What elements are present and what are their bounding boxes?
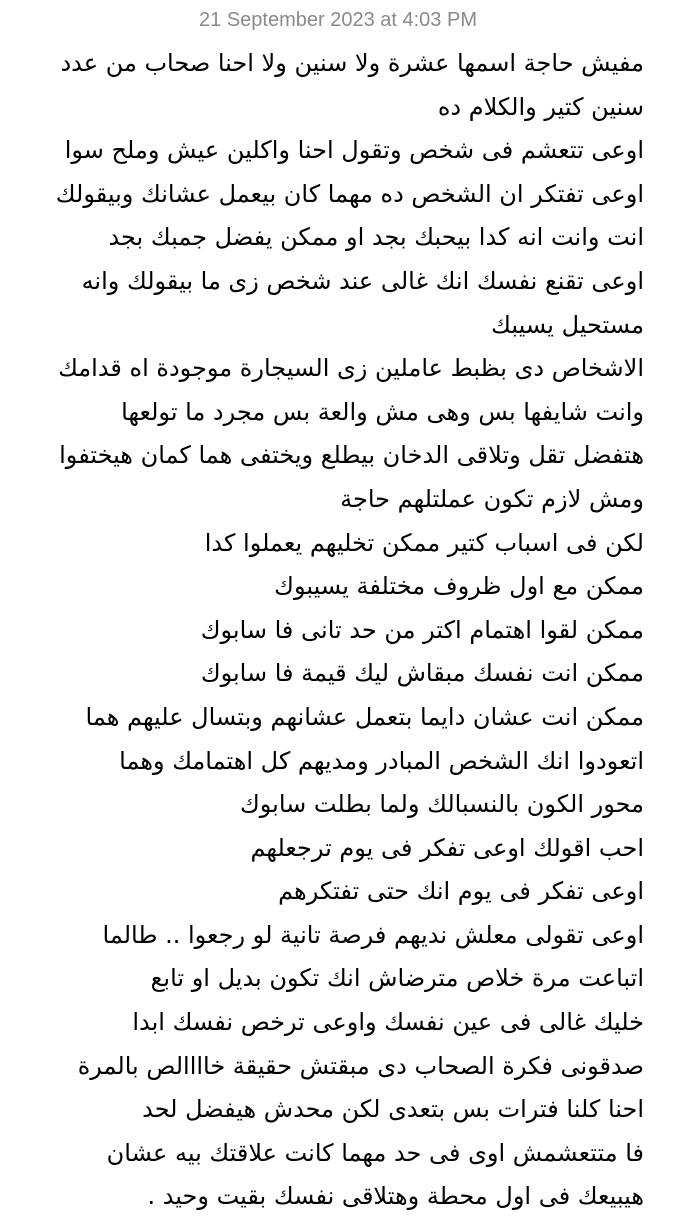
note-line: اوعى تفتكر ان الشخص ده مهما كان بيعمل عشانك وبيقولك — [55, 179, 644, 208]
note-line: سنين كتير والكلام ده — [437, 92, 644, 121]
note-line: ممكن انت عشان دايما بتعمل عشانهم وبتسال عليهم هما — [85, 702, 644, 731]
note-line: لكن فى اسباب كتير ممكن تخليهم يعملوا كدا — [204, 528, 644, 557]
note-line: خليك غالى فى عين نفسك واوعى ترخص نفسك ابدا — [132, 1008, 644, 1037]
note-line: ممكن مع اول ظروف مختلفة يسيبوك — [274, 572, 644, 601]
note-line: اوعى تفكر فى يوم انك حتى تفتكرهم — [278, 877, 644, 906]
note-line: هيبيعك فى اول محطة وهتلاقى نفسك بقيت وحيد . — [147, 1182, 644, 1211]
note-line: اوعى تقولى معلش نديهم فرصة تانية لو رجعوا .. طالما — [102, 920, 644, 949]
note-line: انت وانت انه كدا بيحبك بجد او ممكن يفضل جمبك بجد — [108, 223, 644, 252]
note-line: اوعى تتعشم فى شخص وتقول احنا واكلين عيش وملح سوا — [64, 136, 644, 165]
note-line: مفيش حاجة اسمها عشرة ولا سنين ولا احنا صحاب من عدد — [60, 49, 644, 77]
note-line: فا متتعشمش اوى فى حد مهما كانت علاقتك بيه عشان — [106, 1138, 644, 1167]
note-line: ممكن لقوا اهتمام اكتر من حد تانى فا سابوك — [200, 615, 644, 644]
note-line: ومش لازم تكون عملتلهم حاجة — [340, 484, 644, 513]
note-line: احنا كلنا فترات بس بتعدى لكن محدش هيفضل لحد — [142, 1095, 644, 1124]
note-line: هتفضل تقل وتلاقى الدخان بيطلع ويختفى هما كمان هيختفوا — [59, 441, 644, 470]
note-line: وانت شايفها بس وهى مش والعة بس مجرد ما تولعها — [121, 397, 644, 426]
note-body[interactable] — [40, 42, 644, 1219]
note-line: احب اقولك اوعى تفكر فى يوم ترجعلهم — [250, 833, 644, 862]
note-line: مستحيل يسيبك — [491, 310, 644, 339]
note-line: اتعودوا انك الشخص المبادر ومديهم كل اهتمامك وهما — [119, 746, 644, 775]
note-line: اتباعت مرة خلاص مترضاش انك تكون بديل او تابع — [150, 964, 644, 993]
note-timestamp: 21 September 2023 at 4:03 PM — [199, 9, 477, 31]
note-line: محور الكون بالنسبالك ولما بطلت سابوك — [239, 790, 644, 819]
note-line: ممكن انت نفسك مبقاش ليك قيمة فا سابوك — [200, 659, 644, 688]
note-line: الاشخاص دى بظبط عاملين زى السيجارة موجودة اه قدامك — [58, 354, 644, 383]
note-line: اوعى تقنع نفسك انك غالى عند شخص زى ما بيقولك وانه — [81, 266, 644, 295]
note-line: صدقونى فكرة الصحاب دى مبقتش حقيقة خاااالص بالمرة — [77, 1051, 644, 1080]
